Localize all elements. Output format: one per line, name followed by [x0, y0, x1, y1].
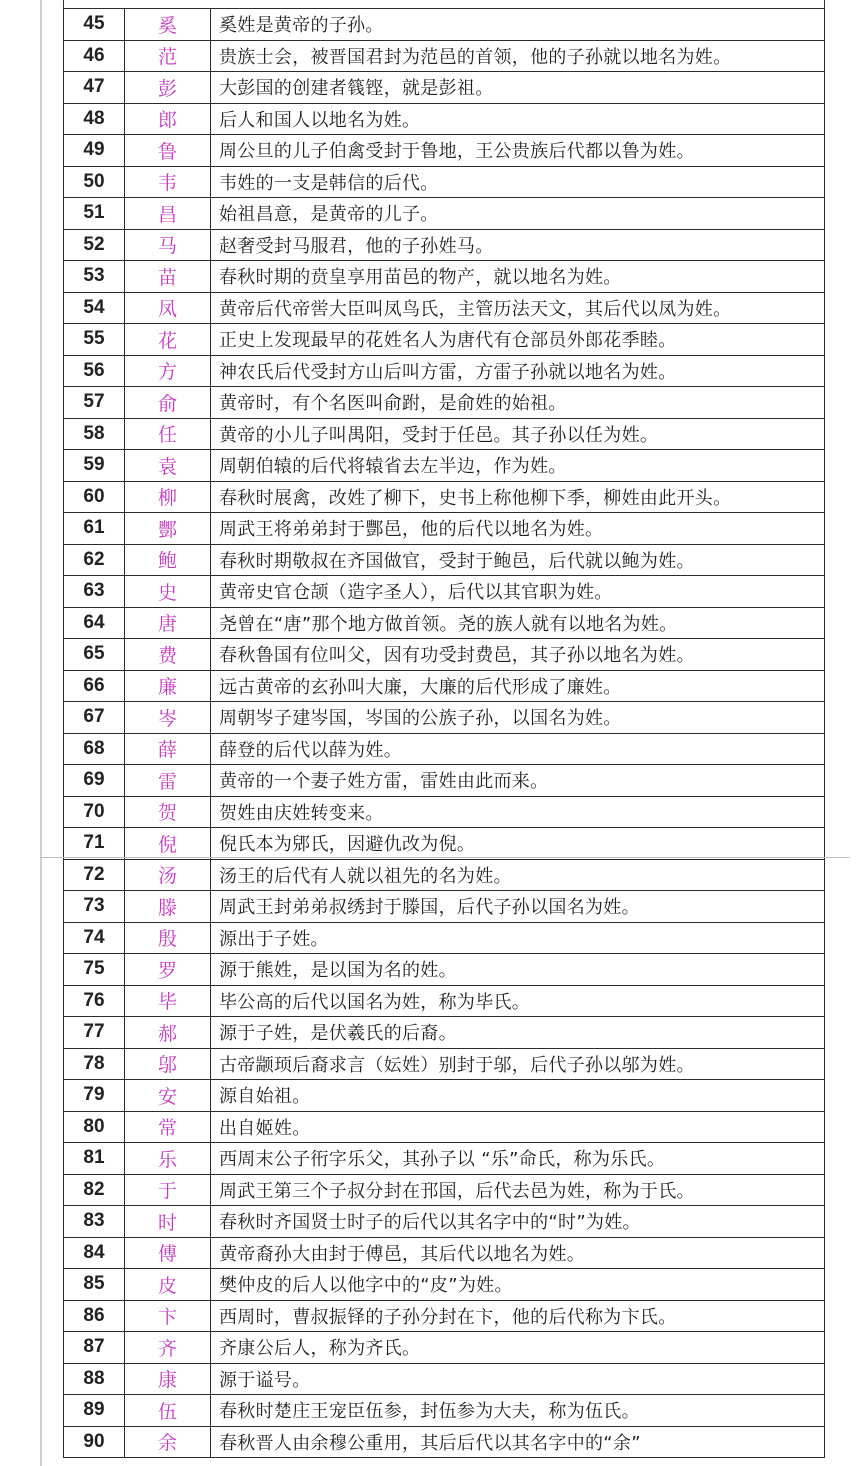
table-row [64, 670, 825, 702]
table-row [64, 1017, 825, 1049]
surname-character: 毕 [125, 985, 211, 1017]
surname-character: 卞 [125, 1300, 211, 1332]
row-number: 47 [64, 72, 125, 104]
surname-origin-text: 春秋时期敬叔在齐国做官，受封于鲍邑，后代就以鲍为姓。 [211, 544, 825, 576]
row-number: 70 [64, 796, 125, 828]
surname-origin-text: 黄帝史官仓颉（造字圣人），后代以其官职为姓。 [211, 576, 825, 608]
table-row [64, 135, 825, 167]
surname-character: 酆 [125, 513, 211, 545]
surname-character: 苗 [125, 261, 211, 293]
table-row [64, 355, 825, 387]
table-row [64, 1332, 825, 1364]
surname-character: 汤 [125, 859, 211, 891]
row-number: 81 [64, 1143, 125, 1175]
table-row [64, 796, 825, 828]
surname-character: 岑 [125, 702, 211, 734]
surname-origin-table [63, 8, 825, 1458]
surname-character: 罗 [125, 954, 211, 986]
surname-origin-text: 西周时，曹叔振铎的子孙分封在卞，他的后代称为卞氏。 [211, 1300, 825, 1332]
surname-origin-text: 黄帝的小儿子叫禺阳，受封于任邑。其子孙以任为姓。 [211, 418, 825, 450]
table-row [64, 1048, 825, 1080]
surname-origin-text: 源自始祖。 [211, 1080, 825, 1112]
surname-origin-text: 源出于子姓。 [211, 922, 825, 954]
row-number: 50 [64, 166, 125, 198]
surname-character: 贺 [125, 796, 211, 828]
table-row [64, 1174, 825, 1206]
row-number: 60 [64, 481, 125, 513]
surname-character: 廉 [125, 670, 211, 702]
table-row [64, 1143, 825, 1175]
row-number: 62 [64, 544, 125, 576]
table-row [64, 450, 825, 482]
row-number: 75 [64, 954, 125, 986]
surname-origin-text: 周公旦的儿子伯禽受封于鲁地，王公贵族后代都以鲁为姓。 [211, 135, 825, 167]
row-number: 53 [64, 261, 125, 293]
table-row [64, 166, 825, 198]
row-number: 52 [64, 229, 125, 261]
surname-origin-text: 周朝伯辕的后代将辕省去左半边，作为姓。 [211, 450, 825, 482]
row-number: 87 [64, 1332, 125, 1364]
table-row [64, 1080, 825, 1112]
row-number: 79 [64, 1080, 125, 1112]
surname-origin-text: 倪氏本为郳氏，因避仇改为倪。 [211, 828, 825, 860]
surname-origin-text: 汤王的后代有人就以祖先的名为姓。 [211, 859, 825, 891]
row-number: 59 [64, 450, 125, 482]
row-number: 48 [64, 103, 125, 135]
surname-origin-text: 源于熊姓，是以国为名的姓。 [211, 954, 825, 986]
table-row [64, 1395, 825, 1427]
surname-character: 皮 [125, 1269, 211, 1301]
surname-origin-text: 毕公高的后代以国名为姓，称为毕氏。 [211, 985, 825, 1017]
table-row [64, 103, 825, 135]
surname-origin-text: 春秋晋人由余穆公重用，其后后代以其名字中的“余” [211, 1426, 825, 1458]
table-row [64, 418, 825, 450]
surname-origin-text: 黄帝的一个妻子姓方雷，雷姓由此而来。 [211, 765, 825, 797]
surname-character: 马 [125, 229, 211, 261]
row-number: 56 [64, 355, 125, 387]
surname-origin-text: 远古黄帝的玄孙叫大廉，大廉的后代形成了廉姓。 [211, 670, 825, 702]
surname-origin-text: 奚姓是黄帝的子孙。 [211, 9, 825, 41]
row-number: 63 [64, 576, 125, 608]
row-number: 73 [64, 891, 125, 923]
row-number: 83 [64, 1206, 125, 1238]
surname-origin-text: 春秋时齐国贤士时子的后代以其名字中的“时”为姓。 [211, 1206, 825, 1238]
row-number: 45 [64, 9, 125, 41]
surname-character: 史 [125, 576, 211, 608]
row-number: 69 [64, 765, 125, 797]
surname-character: 康 [125, 1363, 211, 1395]
table-row [64, 1206, 825, 1238]
left-margin-rule [40, 0, 42, 1466]
surname-origin-text: 周武王第三个子叔分封在邘国，后代去邑为姓，称为于氏。 [211, 1174, 825, 1206]
surname-origin-text: 大彭国的创建者篯铿，就是彭祖。 [211, 72, 825, 104]
table-row [64, 1111, 825, 1143]
table-row [64, 859, 825, 891]
row-number: 89 [64, 1395, 125, 1427]
page-fold-line [40, 857, 850, 858]
surname-character: 韦 [125, 166, 211, 198]
surname-character: 安 [125, 1080, 211, 1112]
table-row [64, 576, 825, 608]
surname-character: 鲍 [125, 544, 211, 576]
row-number: 58 [64, 418, 125, 450]
surname-origin-text: 始祖昌意，是黄帝的儿子。 [211, 198, 825, 230]
surname-origin-text: 春秋时期的贲皇享用苗邑的物产，就以地名为姓。 [211, 261, 825, 293]
row-number: 64 [64, 607, 125, 639]
table-row [64, 891, 825, 923]
table-row [64, 607, 825, 639]
row-number: 67 [64, 702, 125, 734]
table-row [64, 985, 825, 1017]
table-row [64, 261, 825, 293]
surname-origin-text: 薛登的后代以薛为姓。 [211, 733, 825, 765]
table-row [64, 765, 825, 797]
surname-character: 袁 [125, 450, 211, 482]
row-number: 74 [64, 922, 125, 954]
row-number: 88 [64, 1363, 125, 1395]
surname-origin-text: 神农氏后代受封方山后叫方雷，方雷子孙就以地名为姓。 [211, 355, 825, 387]
surname-character: 于 [125, 1174, 211, 1206]
row-number: 46 [64, 40, 125, 72]
surname-origin-text: 黄帝时，有个名医叫俞跗，是俞姓的始祖。 [211, 387, 825, 419]
surname-origin-text: 韦姓的一支是韩信的后代。 [211, 166, 825, 198]
row-number: 80 [64, 1111, 125, 1143]
surname-character: 常 [125, 1111, 211, 1143]
table-row [64, 40, 825, 72]
table-row [64, 292, 825, 324]
row-number: 66 [64, 670, 125, 702]
surname-origin-text: 出自姬姓。 [211, 1111, 825, 1143]
table-row [64, 1237, 825, 1269]
row-number: 84 [64, 1237, 125, 1269]
table-row [64, 544, 825, 576]
surname-character: 倪 [125, 828, 211, 860]
table-row [64, 481, 825, 513]
surname-character: 滕 [125, 891, 211, 923]
surname-character: 傅 [125, 1237, 211, 1269]
surname-character: 鲁 [125, 135, 211, 167]
row-number: 51 [64, 198, 125, 230]
table-row [64, 922, 825, 954]
surname-origin-text: 源于子姓，是伏羲氏的后裔。 [211, 1017, 825, 1049]
row-number: 77 [64, 1017, 125, 1049]
surname-origin-text: 黄帝裔孙大由封于傅邑，其后代以地名为姓。 [211, 1237, 825, 1269]
surname-origin-text: 尧曾在“唐”那个地方做首领。尧的族人就有以地名为姓。 [211, 607, 825, 639]
table-row [64, 702, 825, 734]
row-number: 68 [64, 733, 125, 765]
row-number: 78 [64, 1048, 125, 1080]
row-number: 82 [64, 1174, 125, 1206]
row-number: 55 [64, 324, 125, 356]
surname-character: 余 [125, 1426, 211, 1458]
surname-origin-text: 春秋鲁国有位叫父，因有功受封费邑，其子孙以地名为姓。 [211, 639, 825, 671]
surname-character: 花 [125, 324, 211, 356]
table-row [64, 733, 825, 765]
table-row [64, 387, 825, 419]
table-row [64, 1426, 825, 1458]
table-row [64, 1363, 825, 1395]
surname-origin-text: 贵族士会，被晋国君封为范邑的首领，他的子孙就以地名为姓。 [211, 40, 825, 72]
row-number: 76 [64, 985, 125, 1017]
row-number: 90 [64, 1426, 125, 1458]
surname-character: 郝 [125, 1017, 211, 1049]
table-row [64, 72, 825, 104]
table-row [64, 9, 825, 41]
surname-character: 俞 [125, 387, 211, 419]
surname-character: 唐 [125, 607, 211, 639]
surname-origin-text: 周武王将弟弟封于酆邑，他的后代以地名为姓。 [211, 513, 825, 545]
surname-character: 伍 [125, 1395, 211, 1427]
surname-origin-text: 源于谥号。 [211, 1363, 825, 1395]
surname-character: 殷 [125, 922, 211, 954]
surname-origin-text: 齐康公后人，称为齐氏。 [211, 1332, 825, 1364]
table-row [64, 324, 825, 356]
surname-origin-text: 黄帝后代帝喾大臣叫凤鸟氏，主管历法天文，其后代以凤为姓。 [211, 292, 825, 324]
table-row [64, 198, 825, 230]
surname-origin-text: 周朝岑子建岑国，岑国的公族子孙，以国名为姓。 [211, 702, 825, 734]
surname-character: 彭 [125, 72, 211, 104]
surname-character: 范 [125, 40, 211, 72]
table-row [64, 513, 825, 545]
row-number: 72 [64, 859, 125, 891]
row-number: 65 [64, 639, 125, 671]
row-number: 71 [64, 828, 125, 860]
row-number: 85 [64, 1269, 125, 1301]
row-number: 49 [64, 135, 125, 167]
surname-character: 齐 [125, 1332, 211, 1364]
surname-origin-text: 西周末公子衎字乐父，其孙子以 “乐”命氏，称为乐氏。 [211, 1143, 825, 1175]
surname-origin-text: 古帝颛顼后裔求言（妘姓）别封于邬，后代子孙以邬为姓。 [211, 1048, 825, 1080]
surname-origin-text: 樊仲皮的后人以他字中的“皮”为姓。 [211, 1269, 825, 1301]
surname-origin-text: 正史上发现最早的花姓名人为唐代有仓部员外郎花季睦。 [211, 324, 825, 356]
table-row [64, 828, 825, 860]
surname-character: 时 [125, 1206, 211, 1238]
surname-character: 乐 [125, 1143, 211, 1175]
surname-character: 凤 [125, 292, 211, 324]
table-body [64, 9, 825, 1458]
table-row [64, 954, 825, 986]
row-number: 54 [64, 292, 125, 324]
surname-character: 邬 [125, 1048, 211, 1080]
surname-origin-text: 周武王封弟弟叔绣封于滕国，后代子孙以国名为姓。 [211, 891, 825, 923]
surname-origin-text: 后人和国人以地名为姓。 [211, 103, 825, 135]
table-row [64, 1269, 825, 1301]
table-row [64, 1300, 825, 1332]
surname-origin-text: 春秋时展禽，改姓了柳下，史书上称他柳下季，柳姓由此开头。 [211, 481, 825, 513]
surname-character: 方 [125, 355, 211, 387]
surname-character: 费 [125, 639, 211, 671]
surname-character: 柳 [125, 481, 211, 513]
surname-character: 薛 [125, 733, 211, 765]
surname-character: 昌 [125, 198, 211, 230]
row-number: 57 [64, 387, 125, 419]
row-number: 86 [64, 1300, 125, 1332]
surname-character: 雷 [125, 765, 211, 797]
surname-character: 奚 [125, 9, 211, 41]
table-row [64, 229, 825, 261]
surname-origin-text: 春秋时楚庄王宠臣伍参，封伍参为大夫，称为伍氏。 [211, 1395, 825, 1427]
surname-character: 任 [125, 418, 211, 450]
table-top-edge [63, 0, 825, 8]
surname-origin-text: 贺姓由庆姓转变来。 [211, 796, 825, 828]
surname-character: 郎 [125, 103, 211, 135]
row-number: 61 [64, 513, 125, 545]
table-row [64, 639, 825, 671]
surname-origin-text: 赵奢受封马服君，他的子孙姓马。 [211, 229, 825, 261]
